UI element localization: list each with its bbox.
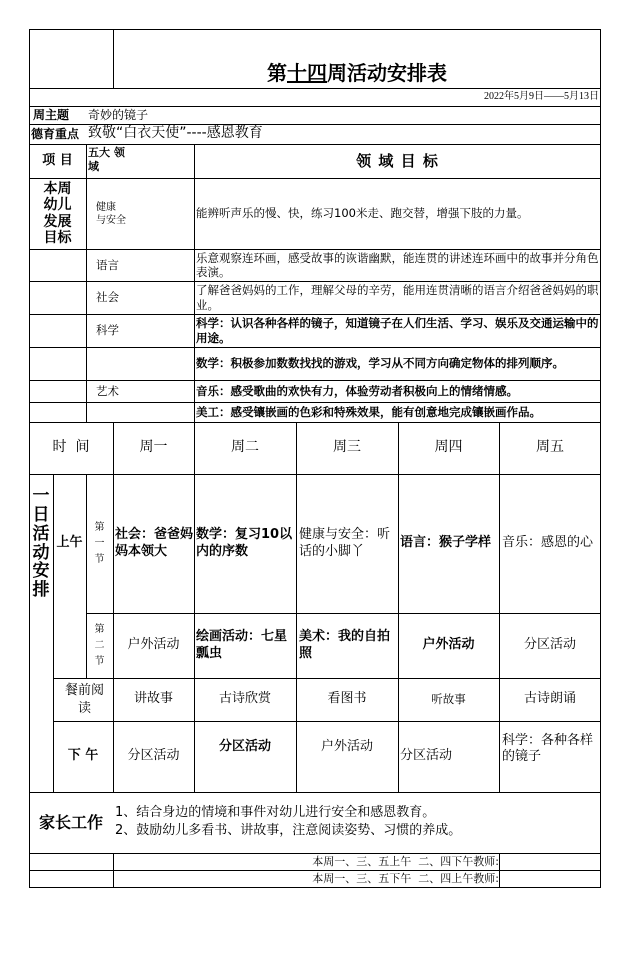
reading-thu: 听故事: [431, 692, 466, 707]
parent-work-label: 家长工作: [38, 812, 103, 832]
title-week: 十四: [287, 60, 327, 85]
day-header-thu: 周四: [434, 439, 463, 456]
reading-wed: 看图书: [327, 691, 367, 707]
pm-fri: 科学：各种各样的镜子: [502, 732, 594, 764]
pm-label: 下 午: [67, 748, 99, 764]
moral-label: 德育重点: [31, 126, 80, 141]
goal-domain-science: 科学: [96, 323, 119, 338]
period1-fri: 音乐：感恩的心: [502, 535, 594, 551]
period1-mon: 社会：爸爸妈妈本领大: [115, 527, 194, 559]
date-range: 2022年5月9日——5月13日: [484, 91, 599, 103]
title-suffix: 周活动安排表: [327, 60, 447, 85]
goal-target-science: 科学：认识各种各样的镜子，知道镜子在人们生活、学习、娱乐及交通运输中的用途。: [196, 316, 599, 345]
pm-wed: 户外活动: [320, 739, 373, 755]
period2-fri: 分区活动: [523, 637, 576, 653]
goal-domain-language: 语言: [96, 257, 119, 272]
goal-target-health: 能辨听声乐的慢、快，练习100米走、跑交替，增强下肢的力量。: [196, 206, 529, 221]
time-header: 时 间: [52, 439, 90, 456]
parent-work-item: 1、结合身边的情境和事件对幼儿进行安全和感恩教育。: [115, 805, 436, 820]
parent-work-item: 2、鼓励幼儿多看书、讲故事，注意阅读姿势、习惯的养成。: [115, 822, 462, 838]
day-activity-label: 一日活动安排: [32, 486, 50, 600]
theme-label: 周主题: [33, 107, 70, 122]
day-header-mon: 周一: [139, 439, 168, 456]
title-prefix: 第: [267, 60, 287, 85]
period2-mon: 户外活动: [127, 637, 180, 653]
goal-domain-social: 社会: [96, 290, 119, 305]
period2-tue: 绘画活动：七星瓢虫: [196, 629, 288, 661]
goal-target-math: 数学：积极参加数数找找的游戏，学习从不同方向确定物体的排列顺序。: [196, 356, 564, 371]
reading-tue: 古诗欣赏: [218, 691, 271, 707]
parent-work-list: [115, 804, 601, 839]
goal-target-language: 乐意观察连环画，感受故事的诙谐幽默，能连贯的讲述连环画中的故事并分角色表演。: [196, 250, 599, 279]
theme-value: 奇妙的镜子: [88, 107, 149, 122]
period2-thu: 户外活动: [422, 637, 475, 653]
moral-value: 致敬“白衣天使”----感恩教育: [88, 125, 263, 142]
day-header-fri: 周五: [536, 439, 564, 456]
goals-item-header: 项 目: [42, 152, 73, 168]
day-header-wed: 周三: [333, 439, 361, 456]
teacher-pm-label: 本周一、三、五下午 二、四上午教师:: [312, 872, 499, 886]
goal-target-crafts: 美工：感受镶嵌画的色彩和特殊效果，能有创意地完成镶嵌画作品。: [196, 404, 541, 419]
goal-target-social: 了解爸爸妈妈的工作，理解父母的辛劳，能用连贯清晰的语言介绍爸爸妈妈的职业。: [196, 283, 599, 312]
period2-wed: 美术：我的自拍照: [299, 629, 391, 661]
reading-label: 餐前阅读: [64, 682, 104, 716]
page-title: [113, 56, 601, 90]
pm-mon: 分区活动: [127, 748, 180, 764]
pm-thu: 分区活动: [400, 748, 453, 764]
goals-target-header: 领 域 目 标: [356, 151, 439, 170]
period1-wed: 健康与安全：听话的小脚丫: [299, 527, 391, 559]
period1-tue: 数学：复习10以内的序数: [196, 527, 293, 559]
period1-label: 第一节: [94, 521, 105, 565]
period2-label: 第二节: [94, 623, 105, 667]
am-label: 上午: [56, 535, 83, 551]
day-header-tue: 周二: [231, 439, 259, 456]
goal-domain-art: 艺术: [96, 383, 119, 398]
teacher-am-label: 本周一、三、五上午 二、四下午教师:: [312, 854, 499, 868]
goal-domain-health: 健康 与安全: [96, 201, 126, 226]
goals-domain-header: 五大 领 域: [88, 146, 125, 173]
goals-label: 本周 幼儿 发展 目标: [43, 181, 72, 246]
pm-tue: 分区活动: [218, 739, 271, 755]
period1-thu: 语言：猴子学样: [400, 535, 492, 551]
goal-target-music: 音乐：感受歌曲的欢快有力，体验劳动者积极向上的情绪情感。: [196, 383, 518, 398]
reading-mon: 讲故事: [133, 691, 173, 707]
reading-fri: 古诗朗诵: [523, 691, 576, 707]
